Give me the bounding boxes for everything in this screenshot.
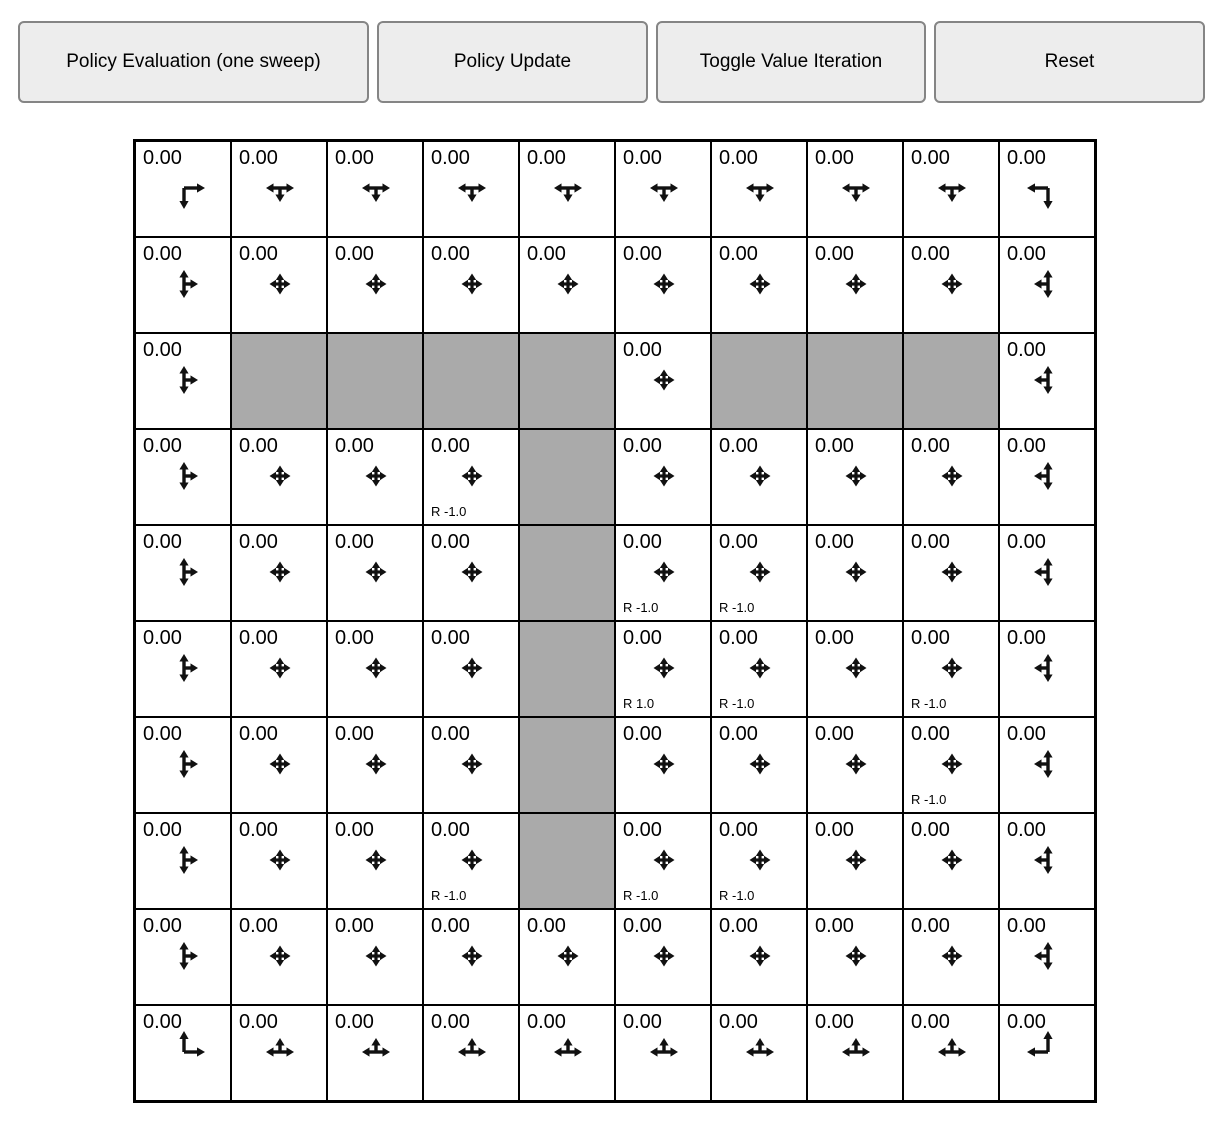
grid-cell[interactable] bbox=[327, 909, 423, 1005]
policy-arrows-icon bbox=[1022, 642, 1074, 694]
policy-arrows-icon bbox=[638, 162, 690, 214]
policy-arrows-icon bbox=[542, 930, 594, 982]
cell-value: 0.00 bbox=[623, 819, 662, 841]
grid-cell[interactable] bbox=[327, 1005, 423, 1101]
cell-value: 0.00 bbox=[239, 531, 278, 553]
cell-value: 0.00 bbox=[815, 819, 854, 841]
policy-arrows-icon bbox=[926, 930, 978, 982]
grid-cell[interactable] bbox=[615, 813, 711, 909]
policy-arrows-icon bbox=[158, 1026, 210, 1078]
policy-arrows-icon bbox=[542, 162, 594, 214]
grid-cell[interactable] bbox=[903, 525, 999, 621]
policy-arrows-icon bbox=[446, 738, 498, 790]
policy-arrows-icon bbox=[638, 450, 690, 502]
grid-cell[interactable] bbox=[711, 1005, 807, 1101]
grid-cell[interactable] bbox=[135, 333, 231, 429]
policy-arrows-icon bbox=[1022, 162, 1074, 214]
cell-reward: R -1.0 bbox=[719, 888, 755, 903]
grid-cell[interactable] bbox=[711, 525, 807, 621]
cell-value: 0.00 bbox=[335, 915, 374, 937]
grid-cell[interactable] bbox=[903, 909, 999, 1005]
grid-cell[interactable] bbox=[999, 237, 1095, 333]
cell-reward: R -1.0 bbox=[719, 696, 755, 711]
policy-arrows-icon bbox=[1022, 450, 1074, 502]
cell-reward: R -1.0 bbox=[911, 792, 947, 807]
wall-cell bbox=[519, 717, 615, 813]
grid-cell[interactable] bbox=[135, 237, 231, 333]
policy-arrows-icon bbox=[1022, 1026, 1074, 1078]
policy-arrows-icon bbox=[542, 258, 594, 310]
cell-value: 0.00 bbox=[815, 243, 854, 265]
grid-cell[interactable] bbox=[615, 909, 711, 1005]
grid-cell[interactable] bbox=[903, 813, 999, 909]
grid-cell[interactable] bbox=[135, 1005, 231, 1101]
cell-value: 0.00 bbox=[911, 147, 950, 169]
cell-value: 0.00 bbox=[815, 627, 854, 649]
grid-cell[interactable] bbox=[807, 813, 903, 909]
cell-value: 0.00 bbox=[911, 915, 950, 937]
policy-arrows-icon bbox=[830, 1026, 882, 1078]
grid-cell[interactable] bbox=[423, 141, 519, 237]
wall-cell bbox=[519, 621, 615, 717]
cell-value: 0.00 bbox=[1007, 627, 1046, 649]
cell-value: 0.00 bbox=[143, 819, 182, 841]
grid-cell[interactable] bbox=[327, 141, 423, 237]
policy-arrows-icon bbox=[254, 162, 306, 214]
grid-cell[interactable] bbox=[999, 813, 1095, 909]
cell-value: 0.00 bbox=[431, 531, 470, 553]
cell-value: 0.00 bbox=[815, 723, 854, 745]
grid-cell[interactable] bbox=[231, 1005, 327, 1101]
cell-value: 0.00 bbox=[239, 819, 278, 841]
wall-cell bbox=[807, 333, 903, 429]
policy-arrows-icon bbox=[926, 450, 978, 502]
cell-value: 0.00 bbox=[815, 435, 854, 457]
policy-arrows-icon bbox=[734, 642, 786, 694]
grid-cell[interactable] bbox=[711, 429, 807, 525]
grid-cell[interactable] bbox=[423, 621, 519, 717]
policy-arrows-icon bbox=[254, 450, 306, 502]
policy-arrows-icon bbox=[830, 930, 882, 982]
grid-cell[interactable] bbox=[327, 237, 423, 333]
grid-cell[interactable] bbox=[615, 1005, 711, 1101]
grid-cell[interactable] bbox=[423, 237, 519, 333]
policy-arrows-icon bbox=[254, 642, 306, 694]
grid-cell[interactable] bbox=[807, 429, 903, 525]
cell-value: 0.00 bbox=[1007, 435, 1046, 457]
cell-value: 0.00 bbox=[1007, 339, 1046, 361]
policy-arrows-icon bbox=[926, 738, 978, 790]
cell-reward: R 1.0 bbox=[623, 696, 655, 711]
policy-arrows-icon bbox=[926, 1026, 978, 1078]
cell-value: 0.00 bbox=[815, 531, 854, 553]
policy-arrows-icon bbox=[734, 162, 786, 214]
grid-cell[interactable] bbox=[711, 621, 807, 717]
cell-value: 0.00 bbox=[719, 723, 758, 745]
grid-cell[interactable] bbox=[999, 525, 1095, 621]
grid-cell[interactable] bbox=[327, 813, 423, 909]
cell-value: 0.00 bbox=[143, 1011, 182, 1033]
toggle-value-iteration-button[interactable]: Toggle Value Iteration bbox=[656, 21, 926, 103]
grid-cell[interactable] bbox=[135, 141, 231, 237]
policy-arrows-icon bbox=[350, 930, 402, 982]
policy-arrows-icon bbox=[638, 834, 690, 886]
cell-value: 0.00 bbox=[623, 243, 662, 265]
cell-value: 0.00 bbox=[239, 723, 278, 745]
cell-value: 0.00 bbox=[815, 915, 854, 937]
cell-reward: R -1.0 bbox=[623, 888, 659, 903]
policy-arrows-icon bbox=[350, 162, 402, 214]
policy-arrows-icon bbox=[638, 1026, 690, 1078]
policy-arrows-icon bbox=[254, 546, 306, 598]
grid-cell[interactable] bbox=[903, 237, 999, 333]
policy-arrows-icon bbox=[158, 930, 210, 982]
grid-cell[interactable] bbox=[231, 237, 327, 333]
grid-cell[interactable] bbox=[999, 717, 1095, 813]
grid-cell[interactable] bbox=[423, 813, 519, 909]
policy-arrows-icon bbox=[830, 642, 882, 694]
policy-arrows-icon bbox=[1022, 834, 1074, 886]
cell-value: 0.00 bbox=[431, 147, 470, 169]
cell-value: 0.00 bbox=[335, 243, 374, 265]
grid-cell[interactable] bbox=[807, 237, 903, 333]
cell-reward: R -1.0 bbox=[431, 504, 467, 519]
policy-arrows-icon bbox=[638, 642, 690, 694]
cell-value: 0.00 bbox=[527, 915, 566, 937]
wall-cell bbox=[519, 429, 615, 525]
grid-cell[interactable] bbox=[231, 909, 327, 1005]
grid-cell[interactable] bbox=[999, 429, 1095, 525]
cell-value: 0.00 bbox=[239, 1011, 278, 1033]
policy-arrows-icon bbox=[1022, 258, 1074, 310]
grid-cell[interactable] bbox=[135, 813, 231, 909]
policy-arrows-icon bbox=[446, 834, 498, 886]
policy-arrows-icon bbox=[158, 834, 210, 886]
policy-arrows-icon bbox=[542, 1026, 594, 1078]
cell-value: 0.00 bbox=[431, 819, 470, 841]
policy-update-button[interactable]: Policy Update bbox=[377, 21, 648, 103]
grid-cell[interactable] bbox=[615, 429, 711, 525]
grid-cell[interactable] bbox=[423, 1005, 519, 1101]
grid-cell[interactable] bbox=[999, 141, 1095, 237]
grid-cell[interactable] bbox=[327, 717, 423, 813]
cell-value: 0.00 bbox=[143, 147, 182, 169]
cell-value: 0.00 bbox=[911, 435, 950, 457]
cell-value: 0.00 bbox=[719, 147, 758, 169]
policy-arrows-icon bbox=[638, 738, 690, 790]
grid-cell[interactable] bbox=[999, 333, 1095, 429]
cell-value: 0.00 bbox=[143, 339, 182, 361]
cell-value: 0.00 bbox=[143, 915, 182, 937]
grid-cell[interactable] bbox=[999, 621, 1095, 717]
cell-value: 0.00 bbox=[911, 723, 950, 745]
grid-cell[interactable] bbox=[135, 525, 231, 621]
cell-value: 0.00 bbox=[143, 435, 182, 457]
cell-value: 0.00 bbox=[815, 1011, 854, 1033]
cell-value: 0.00 bbox=[623, 435, 662, 457]
cell-value: 0.00 bbox=[431, 435, 470, 457]
grid-cell[interactable] bbox=[711, 141, 807, 237]
wall-cell bbox=[327, 333, 423, 429]
grid-cell[interactable] bbox=[903, 1005, 999, 1101]
policy-arrows-icon bbox=[830, 738, 882, 790]
cell-value: 0.00 bbox=[719, 531, 758, 553]
policy-arrows-icon bbox=[350, 834, 402, 886]
grid-cell[interactable] bbox=[519, 1005, 615, 1101]
policy-arrows-icon bbox=[926, 258, 978, 310]
grid-cell[interactable] bbox=[903, 717, 999, 813]
grid-cell[interactable] bbox=[615, 525, 711, 621]
cell-value: 0.00 bbox=[911, 1011, 950, 1033]
policy-arrows-icon bbox=[734, 1026, 786, 1078]
grid-cell[interactable] bbox=[423, 525, 519, 621]
cell-value: 0.00 bbox=[719, 819, 758, 841]
gridworld bbox=[133, 139, 1097, 1103]
grid-cell[interactable] bbox=[615, 141, 711, 237]
grid-cell[interactable] bbox=[231, 429, 327, 525]
policy-arrows-icon bbox=[158, 738, 210, 790]
policy-arrows-icon bbox=[1022, 738, 1074, 790]
cell-value: 0.00 bbox=[1007, 819, 1046, 841]
cell-value: 0.00 bbox=[719, 1011, 758, 1033]
policy-arrows-icon bbox=[446, 546, 498, 598]
policy-arrows-icon bbox=[1022, 546, 1074, 598]
grid-cell[interactable] bbox=[999, 909, 1095, 1005]
grid-cell[interactable] bbox=[519, 141, 615, 237]
policy-arrows-icon bbox=[446, 450, 498, 502]
cell-value: 0.00 bbox=[431, 243, 470, 265]
grid-cell[interactable] bbox=[903, 141, 999, 237]
policy-arrows-icon bbox=[350, 450, 402, 502]
policy-arrows-icon bbox=[446, 1026, 498, 1078]
cell-value: 0.00 bbox=[335, 531, 374, 553]
policy-arrows-icon bbox=[446, 930, 498, 982]
cell-value: 0.00 bbox=[911, 243, 950, 265]
grid-cell[interactable] bbox=[135, 909, 231, 1005]
policy-arrows-icon bbox=[830, 162, 882, 214]
cell-value: 0.00 bbox=[335, 147, 374, 169]
grid-cell[interactable] bbox=[807, 141, 903, 237]
grid-cell[interactable] bbox=[231, 717, 327, 813]
wall-cell bbox=[519, 525, 615, 621]
policy-arrows-icon bbox=[638, 258, 690, 310]
grid-cell[interactable] bbox=[519, 237, 615, 333]
cell-value: 0.00 bbox=[143, 627, 182, 649]
grid-cell[interactable] bbox=[327, 525, 423, 621]
policy-arrows-icon bbox=[446, 258, 498, 310]
grid-cell[interactable] bbox=[807, 621, 903, 717]
cell-value: 0.00 bbox=[239, 627, 278, 649]
policy-arrows-icon bbox=[158, 258, 210, 310]
cell-value: 0.00 bbox=[335, 723, 374, 745]
cell-value: 0.00 bbox=[623, 723, 662, 745]
cell-value: 0.00 bbox=[527, 243, 566, 265]
grid-cell[interactable] bbox=[231, 525, 327, 621]
cell-value: 0.00 bbox=[527, 1011, 566, 1033]
cell-value: 0.00 bbox=[335, 435, 374, 457]
policy-arrows-icon bbox=[254, 258, 306, 310]
grid-cell[interactable] bbox=[903, 621, 999, 717]
cell-reward: R -1.0 bbox=[431, 888, 467, 903]
policy-arrows-icon bbox=[350, 738, 402, 790]
toolbar bbox=[18, 21, 1205, 103]
policy-arrows-icon bbox=[350, 546, 402, 598]
grid-cell[interactable] bbox=[423, 717, 519, 813]
cell-value: 0.00 bbox=[719, 627, 758, 649]
policy-arrows-icon bbox=[734, 258, 786, 310]
policy-arrows-icon bbox=[926, 642, 978, 694]
grid-cell[interactable] bbox=[615, 621, 711, 717]
policy-arrows-icon bbox=[734, 930, 786, 982]
policy-arrows-icon bbox=[350, 258, 402, 310]
grid-cell[interactable] bbox=[231, 621, 327, 717]
grid-cell[interactable] bbox=[615, 717, 711, 813]
cell-value: 0.00 bbox=[1007, 915, 1046, 937]
policy-evaluation-button[interactable]: Policy Evaluation (one sweep) bbox=[18, 21, 369, 103]
grid-cell[interactable] bbox=[711, 909, 807, 1005]
cell-value: 0.00 bbox=[143, 723, 182, 745]
cell-value: 0.00 bbox=[335, 627, 374, 649]
grid-cell[interactable] bbox=[327, 621, 423, 717]
cell-value: 0.00 bbox=[143, 243, 182, 265]
cell-value: 0.00 bbox=[335, 1011, 374, 1033]
grid-cell[interactable] bbox=[711, 237, 807, 333]
cell-value: 0.00 bbox=[143, 531, 182, 553]
cell-value: 0.00 bbox=[911, 627, 950, 649]
grid-cell[interactable] bbox=[807, 1005, 903, 1101]
grid-cell[interactable] bbox=[519, 909, 615, 1005]
policy-arrows-icon bbox=[1022, 930, 1074, 982]
cell-value: 0.00 bbox=[911, 819, 950, 841]
cell-value: 0.00 bbox=[431, 627, 470, 649]
policy-arrows-icon bbox=[638, 930, 690, 982]
cell-value: 0.00 bbox=[335, 819, 374, 841]
cell-value: 0.00 bbox=[623, 1011, 662, 1033]
policy-arrows-icon bbox=[638, 354, 690, 406]
cell-value: 0.00 bbox=[431, 915, 470, 937]
reset-button[interactable]: Reset bbox=[934, 21, 1205, 103]
grid-cell[interactable] bbox=[807, 525, 903, 621]
policy-arrows-icon bbox=[254, 738, 306, 790]
policy-arrows-icon bbox=[638, 546, 690, 598]
policy-arrows-icon bbox=[350, 1026, 402, 1078]
policy-arrows-icon bbox=[158, 642, 210, 694]
cell-reward: R -1.0 bbox=[911, 696, 947, 711]
wall-cell bbox=[423, 333, 519, 429]
cell-value: 0.00 bbox=[623, 627, 662, 649]
policy-arrows-icon bbox=[830, 834, 882, 886]
grid-cell[interactable] bbox=[135, 621, 231, 717]
cell-value: 0.00 bbox=[623, 531, 662, 553]
grid-cell[interactable] bbox=[807, 909, 903, 1005]
cell-value: 0.00 bbox=[1007, 531, 1046, 553]
grid-cell[interactable] bbox=[807, 717, 903, 813]
grid-cell[interactable] bbox=[999, 1005, 1095, 1101]
grid-cell[interactable] bbox=[231, 813, 327, 909]
grid-cell[interactable] bbox=[135, 429, 231, 525]
cell-value: 0.00 bbox=[719, 915, 758, 937]
policy-arrows-icon bbox=[446, 162, 498, 214]
policy-arrows-icon bbox=[254, 1026, 306, 1078]
wall-cell bbox=[231, 333, 327, 429]
cell-value: 0.00 bbox=[623, 339, 662, 361]
policy-arrows-icon bbox=[446, 642, 498, 694]
policy-arrows-icon bbox=[158, 354, 210, 406]
policy-arrows-icon bbox=[158, 450, 210, 502]
cell-value: 0.00 bbox=[431, 1011, 470, 1033]
grid-cell[interactable] bbox=[711, 717, 807, 813]
policy-arrows-icon bbox=[158, 162, 210, 214]
policy-arrows-icon bbox=[350, 642, 402, 694]
policy-arrows-icon bbox=[734, 450, 786, 502]
grid-cell[interactable] bbox=[423, 909, 519, 1005]
policy-arrows-icon bbox=[926, 162, 978, 214]
grid-cell[interactable] bbox=[423, 429, 519, 525]
cell-reward: R -1.0 bbox=[623, 600, 659, 615]
policy-arrows-icon bbox=[1022, 354, 1074, 406]
cell-value: 0.00 bbox=[815, 147, 854, 169]
policy-arrows-icon bbox=[734, 834, 786, 886]
wall-cell bbox=[519, 813, 615, 909]
policy-arrows-icon bbox=[926, 546, 978, 598]
cell-value: 0.00 bbox=[719, 243, 758, 265]
grid-cell[interactable] bbox=[135, 717, 231, 813]
cell-value: 0.00 bbox=[1007, 243, 1046, 265]
wall-cell bbox=[903, 333, 999, 429]
policy-arrows-icon bbox=[254, 834, 306, 886]
policy-arrows-icon bbox=[926, 834, 978, 886]
policy-arrows-icon bbox=[830, 546, 882, 598]
policy-arrows-icon bbox=[254, 930, 306, 982]
grid-cell[interactable] bbox=[327, 429, 423, 525]
cell-value: 0.00 bbox=[239, 435, 278, 457]
cell-value: 0.00 bbox=[623, 147, 662, 169]
policy-arrows-icon bbox=[830, 450, 882, 502]
grid-cell[interactable] bbox=[231, 141, 327, 237]
wall-cell bbox=[711, 333, 807, 429]
cell-value: 0.00 bbox=[1007, 1011, 1046, 1033]
wall-cell bbox=[519, 333, 615, 429]
cell-value: 0.00 bbox=[239, 915, 278, 937]
cell-value: 0.00 bbox=[911, 531, 950, 553]
cell-value: 0.00 bbox=[239, 243, 278, 265]
cell-value: 0.00 bbox=[623, 915, 662, 937]
policy-arrows-icon bbox=[734, 738, 786, 790]
cell-value: 0.00 bbox=[431, 723, 470, 745]
cell-value: 0.00 bbox=[719, 435, 758, 457]
policy-arrows-icon bbox=[830, 258, 882, 310]
cell-value: 0.00 bbox=[1007, 147, 1046, 169]
policy-arrows-icon bbox=[158, 546, 210, 598]
grid-cell[interactable] bbox=[903, 429, 999, 525]
cell-reward: R -1.0 bbox=[719, 600, 755, 615]
grid-cell[interactable] bbox=[615, 333, 711, 429]
cell-value: 0.00 bbox=[527, 147, 566, 169]
grid-cell[interactable] bbox=[711, 813, 807, 909]
policy-arrows-icon bbox=[734, 546, 786, 598]
cell-value: 0.00 bbox=[1007, 723, 1046, 745]
cell-value: 0.00 bbox=[239, 147, 278, 169]
grid-cell[interactable] bbox=[615, 237, 711, 333]
